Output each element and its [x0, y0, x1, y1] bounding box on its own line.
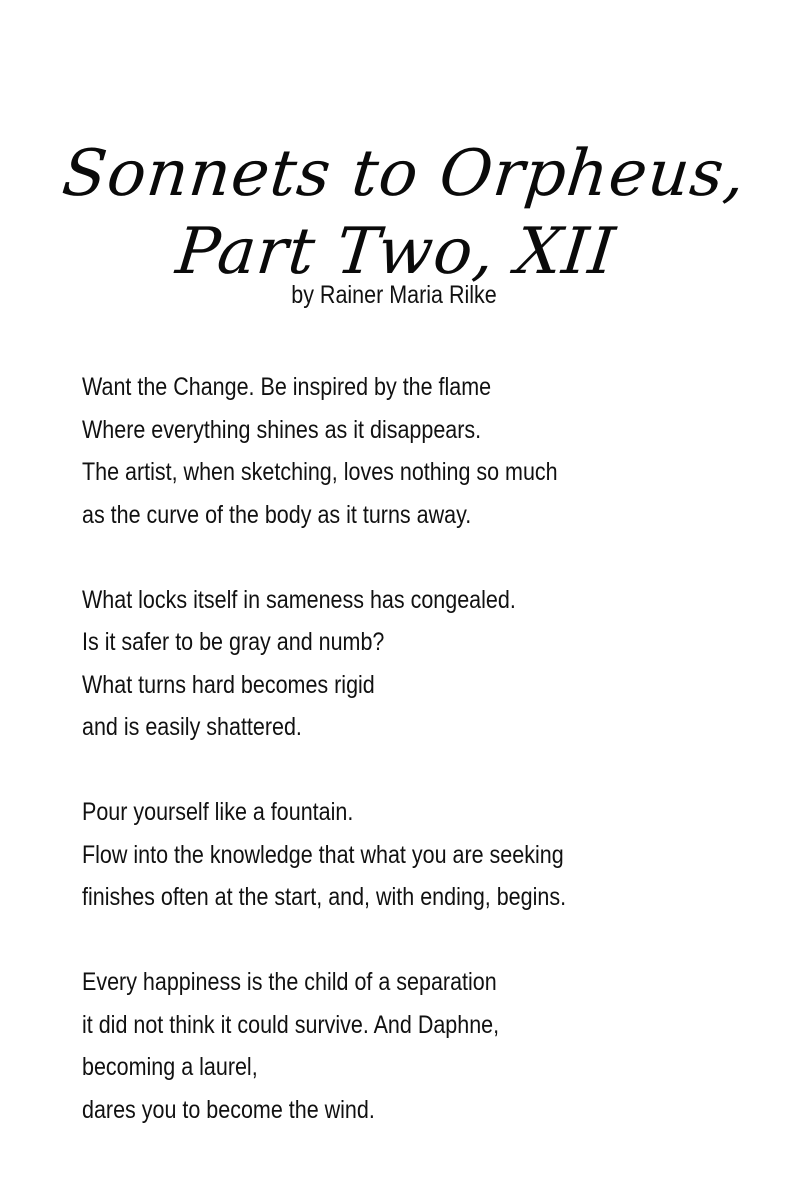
poem-line: Want the Change. Be inspired by the flame [82, 373, 492, 401]
poem-author: by Rainer Maria Rilke [291, 281, 497, 309]
poem-title [0, 135, 800, 291]
poem-line: it did not think it could survive. And Daphne, [82, 1010, 500, 1039]
poem-line: What turns hard becomes rigid [82, 670, 375, 699]
poem-title-line-2: Part Two, XII [172, 214, 620, 289]
poem-line: Pour yourself like a fountain. [82, 798, 354, 826]
poem-line: Is it safer to be gray and numb? [82, 628, 385, 656]
poem-line: becoming a laurel, [82, 1053, 258, 1081]
poem-line: as the curve of the body as it turns away. [82, 500, 472, 529]
poem-line: dares you to become the wind. [82, 1095, 375, 1124]
poem-line: and is easily shattered. [82, 713, 302, 741]
stanza-4 [82, 961, 632, 1131]
stanza-2 [82, 579, 632, 749]
poem-line: Where everything shines as it disappears. [82, 415, 482, 444]
poem-line: finishes often at the start, and, with ending, begins. [82, 883, 567, 911]
poem-title-line-1: Sonnets to Orpheus, [58, 136, 750, 211]
poem-line: Every happiness is the child of a separation [82, 968, 497, 996]
stanza-1 [82, 366, 632, 536]
poem-line: Flow into the knowledge that what you are seeking [82, 840, 564, 869]
poem-body [82, 366, 632, 1131]
poem-line: The artist, when sketching, loves nothing so much [82, 458, 558, 486]
stanza-3 [82, 791, 632, 919]
poem-line: What locks itself in sameness has congealed. [82, 585, 516, 614]
